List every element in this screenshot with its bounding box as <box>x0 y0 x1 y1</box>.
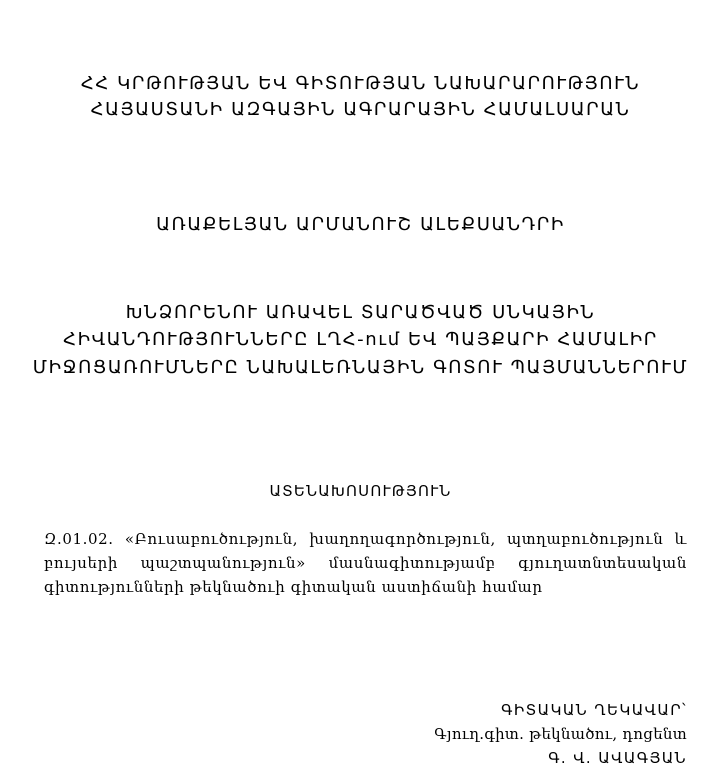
university-heading: ՀԱՅԱՍՏԱՆԻ ԱԶԳԱՅԻՆ ԱԳՐԱՐԱՅԻՆ ՀԱՄԱԼՍԱՐԱՆ <box>90 99 631 120</box>
specialty-description: Զ.01.02. «Բուսաբուծություն, խաղողագործություն, պտղաբուծություն և բույսերի պաշտպանություն» մասնագիտությամբ գյուղատնտեսական գիտությունների թեկնածուի գիտական աստիճանի համար <box>44 530 687 596</box>
document-type: ԱՏԵՆԱԽՈՍՈՒԹՅՈՒՆ <box>269 482 452 500</box>
supervisor-label: ԳԻՏԱԿԱՆ ՂԵԿԱՎԱՐ՝ <box>501 701 687 719</box>
author-name: ԱՌԱՔԵԼՅԱՆ ԱՐՄԱՆՈՒՇ ԱԼԵՔՍԱՆԴՐԻ <box>156 214 565 235</box>
ministry-heading: ՀՀ ԿՐԹՈՒԹՅԱՆ ԵՎ ԳԻՏՈՒԹՅԱՆ ՆԱԽԱՐԱՐՈՒԹՅՈՒՆ <box>80 73 641 94</box>
supervisor-degree: Գյուղ.գիտ. թեկնածու, դոցենտ <box>434 725 687 743</box>
thesis-title-line-3: ՄԻՋՈՑԱՌՈՒՄՆԵՐԸ ՆԱԽԱԼԵՌՆԱՅԻՆ ԳՈՏՈՒ ՊԱՅՄԱՆՆԵՐՈՒՄ <box>32 357 689 378</box>
thesis-title-line-2: ՀԻՎԱՆԴՈՒԹՅՈՒՆՆԵՐԸ ԼՂՀ-ում ԵՎ ՊԱՅՔԱՐԻ ՀԱՄԱԼԻՐ <box>63 329 658 350</box>
thesis-title-line-1: ԽՆՁՈՐԵՆՈՒ ԱՌԱՎԵԼ ՏԱՐԱԾՎԱԾ ՍՆԿԱՅԻՆ <box>125 302 596 323</box>
supervisor-name: Գ. Վ. ԱՎԱԳՅԱՆ <box>548 749 687 767</box>
